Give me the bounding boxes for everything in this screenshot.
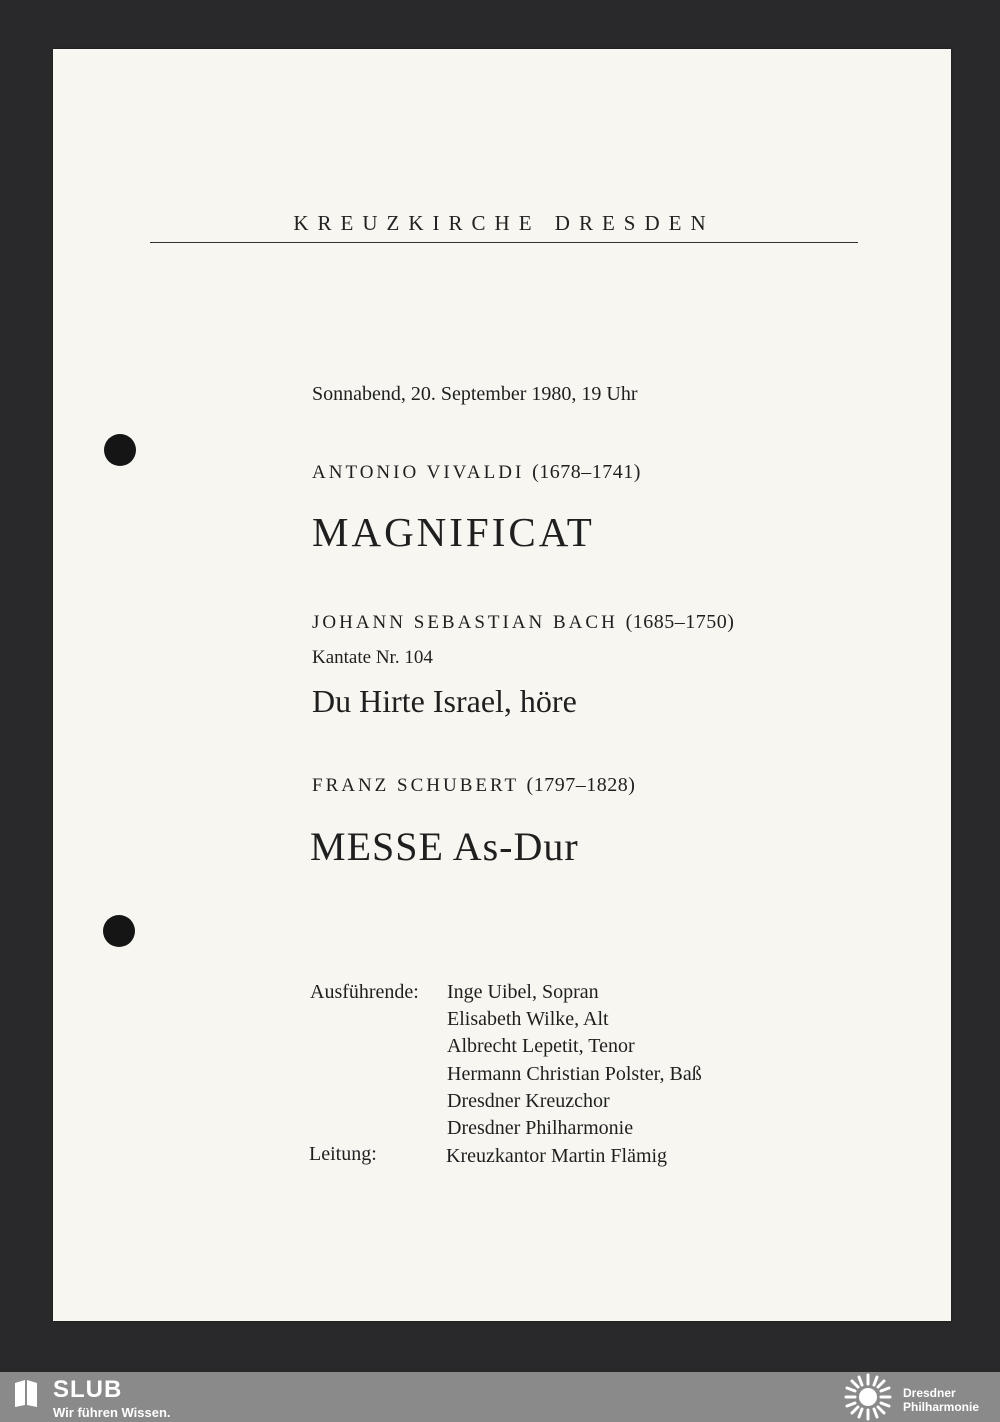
composer-schubert bbox=[312, 774, 635, 797]
work-title-messe: MESSE As-Dur bbox=[310, 824, 579, 869]
composer-name: JOHANN SEBASTIAN BACH bbox=[312, 612, 618, 633]
conductor-label: Leitung: bbox=[309, 1143, 377, 1165]
work-title-du-hirte: Du Hirte Israel, höre bbox=[312, 683, 577, 719]
slub-logo-text[interactable]: SLUB bbox=[53, 1376, 123, 1403]
work-subtitle-kantate: Kantate Nr. 104 bbox=[312, 647, 433, 668]
composer-bach bbox=[312, 611, 734, 634]
composer-name: FRANZ SCHUBERT bbox=[312, 775, 519, 796]
composer-years: (1797–1828) bbox=[526, 774, 636, 796]
footer-bar bbox=[0, 1372, 1000, 1422]
philharmonie-sun-icon[interactable] bbox=[841, 1373, 895, 1421]
performer-item: Dresdner Kreuzchor bbox=[447, 1090, 610, 1112]
venue-title: KREUZKIRCHE DRESDEN bbox=[293, 211, 715, 235]
punch-hole-top bbox=[104, 434, 136, 466]
concert-date: Sonnabend, 20. September 1980, 19 Uhr bbox=[312, 383, 638, 405]
conductor-name: Kreuzkantor Martin Flämig bbox=[446, 1145, 668, 1167]
composer-name: ANTONIO VIVALDI bbox=[312, 462, 525, 483]
performer-item: Hermann Christian Polster, Baß bbox=[447, 1063, 702, 1085]
header-divider bbox=[150, 242, 858, 243]
slub-book-icon bbox=[12, 1378, 40, 1408]
work-title-magnificat: MAGNIFICAT bbox=[312, 509, 595, 555]
slub-tagline: Wir führen Wissen. bbox=[53, 1405, 171, 1420]
partner-name-line2: Philharmonie bbox=[903, 1400, 980, 1414]
composer-vivaldi bbox=[312, 461, 641, 484]
punch-hole-bottom bbox=[103, 915, 135, 947]
performers-label: Ausführende: bbox=[310, 981, 419, 1003]
performer-item: Inge Uibel, Sopran bbox=[447, 981, 599, 1003]
performer-item: Albrecht Lepetit, Tenor bbox=[447, 1035, 635, 1057]
composer-years: (1685–1750) bbox=[625, 611, 735, 633]
performer-item: Dresdner Philharmonie bbox=[447, 1117, 634, 1139]
composer-years: (1678–1741) bbox=[532, 461, 641, 483]
performer-item: Elisabeth Wilke, Alt bbox=[447, 1008, 609, 1030]
partner-name-line1: Dresdner bbox=[903, 1386, 956, 1400]
